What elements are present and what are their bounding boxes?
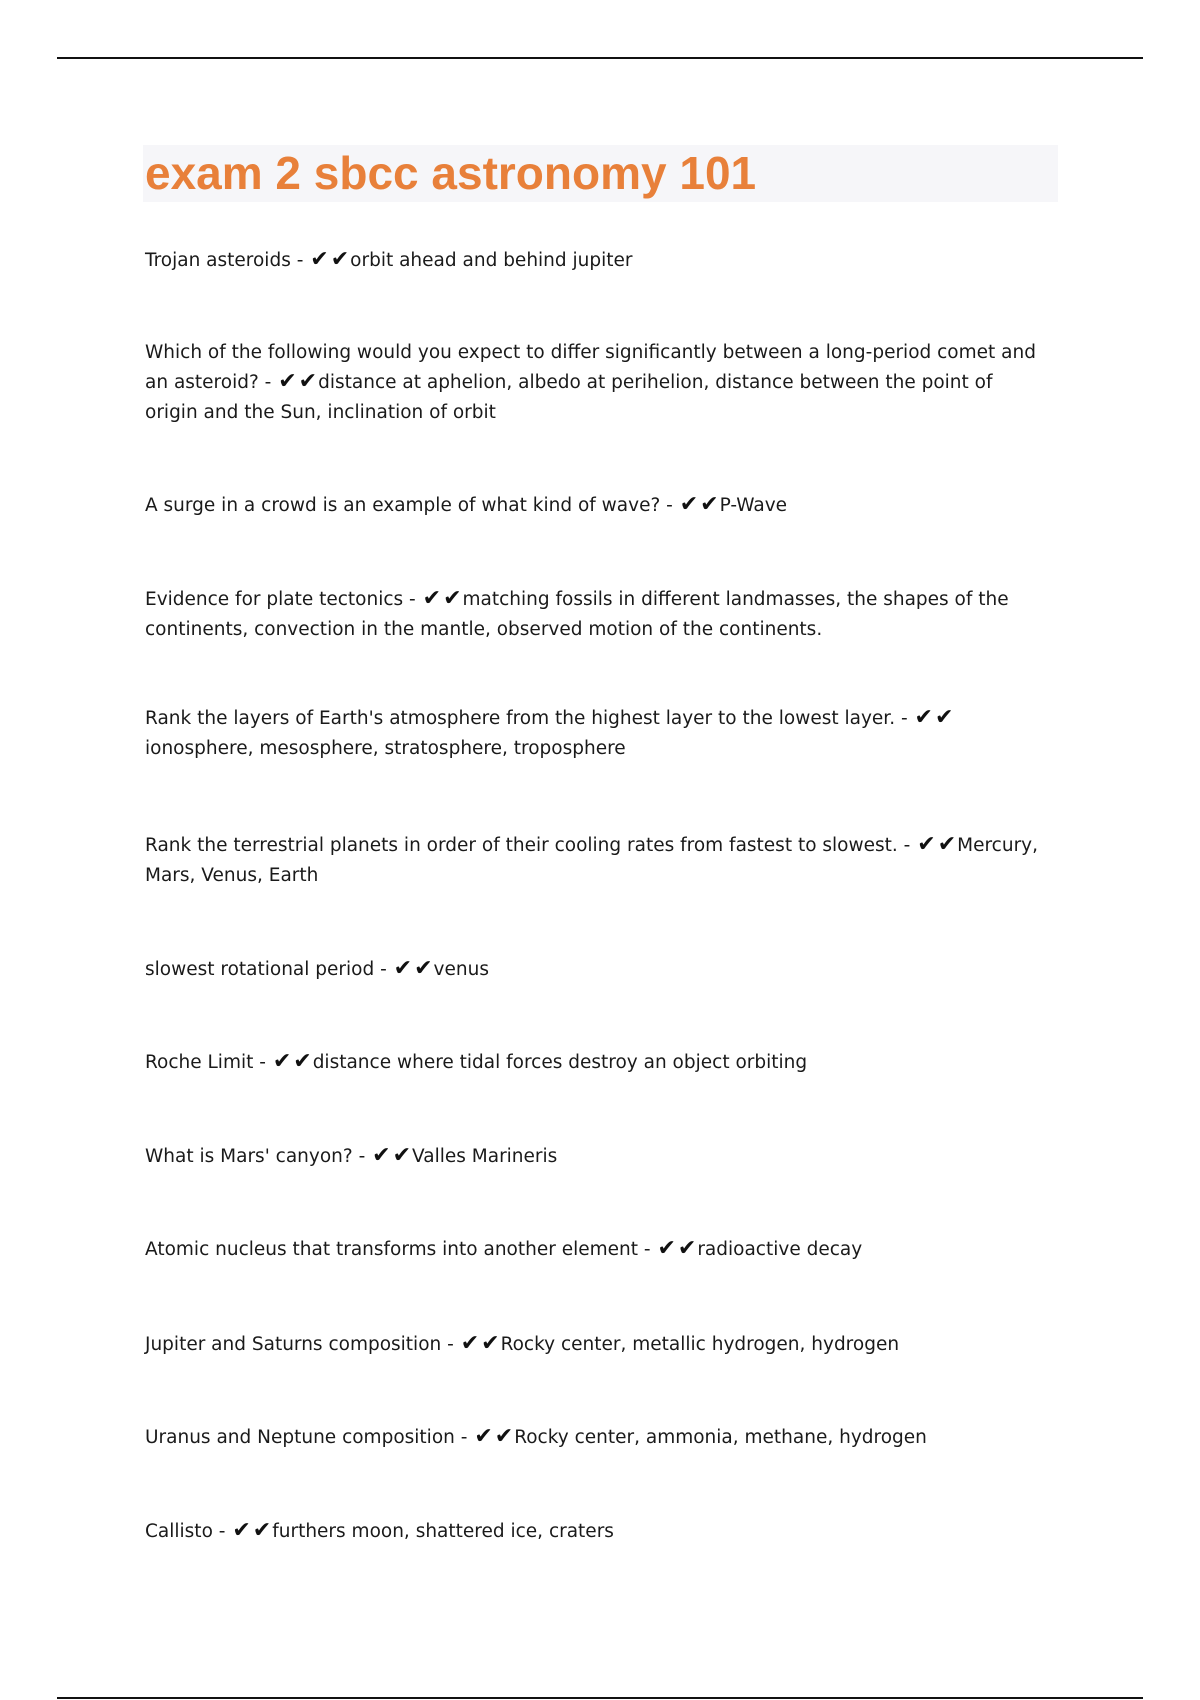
question-text: Which of the following would you expect to differ significantly between a long-period comet and an asteroid? - (145, 342, 1036, 393)
document-title: exam 2 sbcc astronomy 101 (145, 147, 757, 199)
header-rule (57, 57, 1143, 59)
question-text: Uranus and Neptune composition - (145, 1427, 468, 1448)
question-text: Roche Limit - (145, 1052, 266, 1073)
check-icon: ✔ (937, 832, 957, 857)
qa-item (145, 246, 1050, 276)
check-icon: ✔ (460, 1331, 480, 1356)
qa-item (145, 1423, 1050, 1453)
answer-text: Rocky center, ammonia, methane, hydrogen (514, 1427, 927, 1448)
qa-item (145, 704, 1050, 764)
answer-text: P-Wave (719, 495, 788, 516)
footer-rule (57, 1697, 1143, 1699)
question-text: Rank the layers of Earth's atmosphere from the highest layer to the lowest layer. - (145, 708, 908, 729)
qa-item (145, 1048, 1050, 1078)
qa-item (145, 955, 1050, 985)
check-icon: ✔ (677, 1236, 697, 1261)
check-icon: ✔ (494, 1424, 514, 1449)
answer-text: Mercury, Mars, Venus, Earth (145, 835, 1038, 886)
qa-item (145, 1517, 1050, 1547)
question-text: What is Mars' canyon? - (145, 1146, 366, 1167)
answer-text: furthers moon, shattered ice, craters (272, 1521, 614, 1542)
check-icon: ✔ (310, 247, 329, 272)
check-icon: ✔ (481, 1331, 500, 1356)
check-icon: ✔ (293, 1049, 312, 1074)
check-icon: ✔ (372, 1143, 391, 1168)
check-icon: ✔ (679, 492, 699, 517)
check-icon: ✔ (443, 586, 462, 611)
question-text: Jupiter and Saturns composition - (145, 1334, 454, 1355)
question-text: Trojan asteroids - (145, 250, 304, 271)
answer-text: distance where tidal forces destroy an object orbiting (312, 1052, 808, 1073)
check-icon: ✔ (917, 832, 936, 857)
question-text: A surge in a crowd is an example of what kind of wave? - (145, 495, 673, 516)
qa-item (145, 1330, 1050, 1360)
qa-item (145, 585, 1050, 645)
check-icon: ✔ (934, 705, 954, 730)
qa-item (145, 1235, 1050, 1265)
answer-text: orbit ahead and behind jupiter (350, 250, 633, 271)
check-icon: ✔ (393, 956, 413, 981)
question-text: Atomic nucleus that transforms into another element - (145, 1239, 651, 1260)
check-icon: ✔ (330, 247, 350, 272)
check-icon: ✔ (914, 705, 933, 730)
answer-text: matching fossils in different landmasses, the shapes of the continents, convection in the mantle, observed motion of the continents. (145, 589, 1009, 640)
qa-item (145, 1142, 1050, 1172)
check-icon: ✔ (700, 492, 719, 517)
qa-item (145, 491, 1050, 521)
qa-item (145, 831, 1050, 891)
question-text: slowest rotational period - (145, 959, 387, 980)
answer-text: Rocky center, metallic hydrogen, hydrogen (500, 1334, 900, 1355)
question-text: Rank the terrestrial planets in order of their cooling rates from fastest to slowest. - (145, 835, 911, 856)
check-icon: ✔ (252, 1518, 272, 1543)
answer-text: venus (433, 959, 489, 980)
answer-text: distance at aphelion, albedo at perihelion, distance between the point of origin and the Sun, inclination of orbit (145, 372, 993, 423)
answer-text: radioactive decay (697, 1239, 863, 1260)
answer-text: Valles Marineris (412, 1146, 558, 1167)
question-text: Evidence for plate tectonics - (145, 589, 416, 610)
check-icon: ✔ (232, 1518, 251, 1543)
check-icon: ✔ (657, 1236, 676, 1261)
check-icon: ✔ (298, 369, 318, 394)
answer-text: ionosphere, mesosphere, stratosphere, troposphere (145, 738, 626, 759)
check-icon: ✔ (392, 1143, 412, 1168)
check-icon: ✔ (278, 369, 297, 394)
check-icon: ✔ (474, 1424, 493, 1449)
question-text: Callisto - (145, 1521, 226, 1542)
qa-item (145, 338, 1050, 428)
check-icon: ✔ (272, 1049, 292, 1074)
check-icon: ✔ (414, 956, 433, 981)
check-icon: ✔ (422, 586, 442, 611)
